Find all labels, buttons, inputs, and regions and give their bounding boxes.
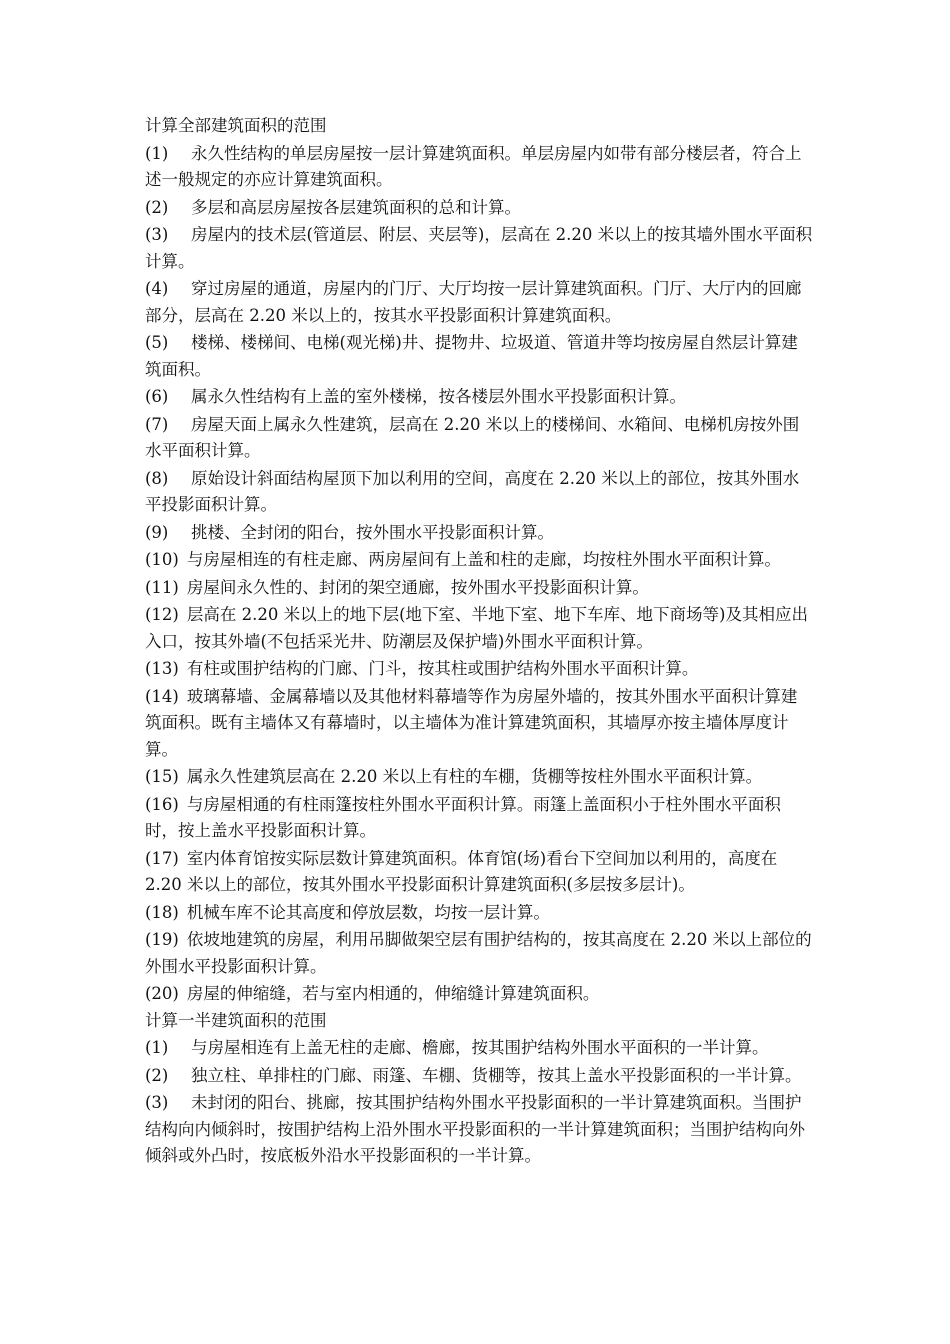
item-text: 有柱或围护结构的门廊、门斗，按其柱或围护结构外围水平面积计算。 (186, 659, 699, 678)
item-number: (6) (145, 387, 169, 406)
list-item (145, 655, 813, 683)
list-item (145, 465, 813, 519)
item-number: (8) (145, 468, 169, 488)
item-text: 楼梯、楼梯间、电梯(观光梯)井、提物井、垃圾道、管道井等均按房屋自然层计算建筑面积。 (145, 333, 798, 379)
item-number: (2) (145, 1065, 169, 1085)
item-text: 与房屋相通的有柱雨篷按柱外围水平面积计算。雨篷上盖面积小于柱外围水平面积时，按上盖水平投影面积计算。 (145, 794, 781, 840)
item-number: (12) (145, 605, 179, 624)
list-item (145, 519, 813, 547)
item-number: (1) (145, 143, 169, 163)
item-text: 房屋间永久性的、封闭的架空通廊，按外围水平投影面积计算。 (186, 577, 649, 597)
list-item (145, 683, 813, 764)
list-item (145, 546, 813, 574)
list-item (145, 601, 813, 655)
item-number: (3) (145, 225, 169, 244)
item-number: (18) (145, 902, 179, 922)
item-number: (3) (145, 1093, 169, 1112)
item-text: 机械车库不论其高度和停放层数，均按一层计算。 (186, 902, 550, 922)
item-text: 原始设计斜面结构屋顶下加以利用的空间，高度在 2.20 米以上的部位，按其外围水平投影面积计算。 (145, 468, 800, 514)
list-item (145, 275, 813, 329)
item-number: (10) (145, 550, 179, 569)
list-item (145, 763, 813, 791)
document-page (145, 113, 813, 1170)
list-item (145, 845, 813, 899)
section-heading-half-area: 计算一半建筑面积的范围 (145, 1010, 327, 1030)
item-number: (5) (145, 333, 169, 352)
item-text: 多层和高层房屋按各层建筑面积的总和计算。 (191, 197, 521, 217)
item-text: 穿过房屋的通道，房屋内的门厅、大厅均按一层计算建筑面积。门厅、大厅内的回廊部分，层高在 2.20 米以上的，按其水平投影面积计算建筑面积。 (145, 279, 802, 325)
item-text: 室内体育馆按实际层数计算建筑面积。体育馆(场)看台下空间加以利用的，高度在 2.20 米以上的部位，按其外围水平投影面积计算建筑面积(多层按多层计)。 (145, 848, 778, 894)
item-number: (19) (145, 930, 179, 949)
list-item (145, 574, 813, 602)
item-text: 玻璃幕墙、金属幕墙以及其他材料幕墙等作为房屋外墙的，按其外围水平面积计算建筑面积。既有主墙体又有幕墙时，以主墙体为准计算建筑面积，其墙厚亦按主墙体厚度计算。 (145, 686, 798, 759)
item-text: 永久性结构的单层房屋按一层计算建筑面积。单层房屋内如带有部分楼层者，符合上述一般规定的亦应计算建筑面积。 (145, 143, 802, 189)
item-number: (15) (145, 767, 179, 786)
item-text: 房屋内的技术层(管道层、附层、夹层等)，层高在 2.20 米以上的按其墙外围水平面积计算。 (145, 225, 813, 271)
item-text: 与房屋相连有上盖无柱的走廊、檐廊，按其围护结构外围水平面积的一半计算。 (191, 1038, 769, 1057)
item-number: (7) (145, 414, 169, 434)
list-item (145, 899, 813, 927)
item-text: 挑楼、全封闭的阳台，按外围水平投影面积计算。 (191, 522, 554, 542)
list-item (145, 383, 813, 411)
item-text: 属永久性结构有上盖的室外楼梯，按各楼层外围水平投影面积计算。 (191, 387, 686, 406)
list-item (145, 140, 813, 194)
item-text: 房屋天面上属永久性建筑，层高在 2.20 米以上的楼梯间、水箱间、电梯机房按外围水平面积计算。 (145, 414, 800, 460)
list-item (145, 1034, 813, 1062)
list-item (145, 1062, 813, 1090)
list-item (145, 194, 813, 222)
section-heading-full-area: 计算全部建筑面积的范围 (145, 116, 327, 135)
item-text: 依坡地建筑的房屋，利用吊脚做架空层有围护结构的，按其高度在 2.20 米以上部位的外围水平投影面积计算。 (145, 930, 812, 976)
list-item (145, 221, 813, 275)
item-number: (16) (145, 794, 179, 814)
list-item (145, 926, 813, 980)
item-number: (9) (145, 522, 169, 542)
item-text: 未封闭的阳台、挑廊，按其围护结构外围水平投影面积的一半计算建筑面积。当围护结构向内倾斜时，按围护结构上沿外围水平投影面积的一半计算建筑面积；当围护结构向外倾斜或外凸时，按底板外沿水平投影面积的一半计算。 (145, 1093, 805, 1165)
item-number: (11) (145, 577, 179, 597)
item-number: (1) (145, 1038, 169, 1057)
list-item (145, 411, 813, 465)
item-number: (4) (145, 279, 169, 298)
list-item (145, 329, 813, 383)
item-number: (17) (145, 848, 179, 868)
item-number: (13) (145, 659, 179, 678)
item-number: (20) (145, 984, 179, 1003)
list-item (145, 980, 813, 1008)
item-text: 房屋的伸缩缝，若与室内相通的，伸缩缝计算建筑面积。 (186, 984, 600, 1003)
item-text: 与房屋相连的有柱走廊、两房屋间有上盖和柱的走廊，均按柱外围水平面积计算。 (186, 550, 781, 569)
item-number: (2) (145, 197, 169, 217)
item-text: 独立柱、单排柱的门廊、雨篷、车棚、货棚等，按其上盖水平投影面积的一半计算。 (191, 1065, 802, 1085)
item-text: 层高在 2.20 米以上的地下层(地下室、半地下室、地下车库、地下商场等)及其相应出入口，按其外墙(不包括采光井、防潮层及保护墙)外围水平面积计算。 (145, 605, 808, 651)
list-item (145, 791, 813, 845)
item-number: (14) (145, 686, 179, 706)
list-item (145, 1089, 813, 1170)
item-text: 属永久性建筑层高在 2.20 米以上有柱的车棚，货棚等按柱外围水平面积计算。 (186, 767, 763, 786)
